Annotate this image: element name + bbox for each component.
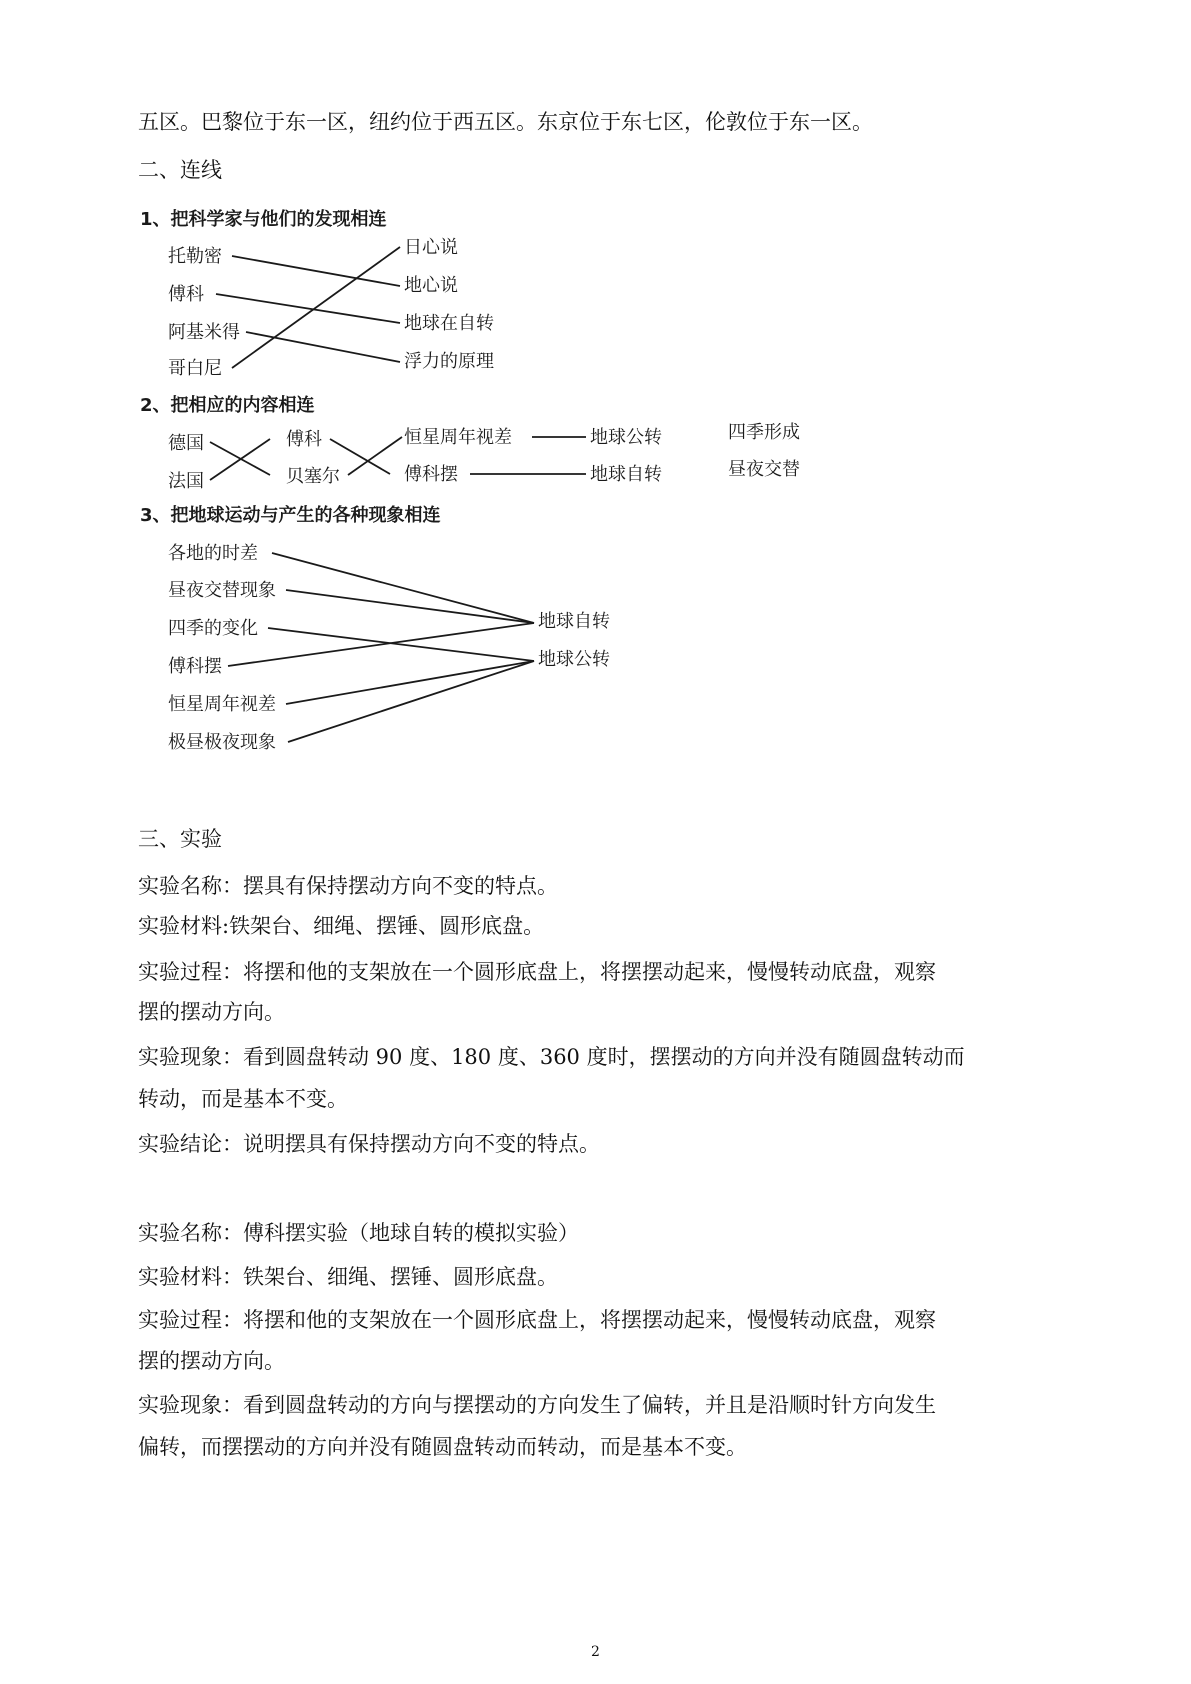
text-line-top: 五区。巴黎位于东一区，纽约位于西五区。东京位于东七区，伦敦位于东一区。 [138,110,873,134]
exp1-process: 实验过程：将摆和他的支架放在一个圆形底盘上，将摆摆动起来，慢慢转动底盘，观察 [138,960,936,984]
exp1-materials: 实验材料:铁架台、细绳、摆锤、圆形底盘。 [138,914,545,938]
q2-motion: 地球公转 [590,427,662,448]
q3-left-item: 极昼极夜现象 [168,732,276,753]
q3-connector [286,590,534,623]
q2-phenomenon: 四季形成 [728,422,800,443]
q3-left-item: 恒星周年视差 [168,694,276,715]
q2-heading: 2、把相应的内容相连 [140,395,315,416]
q1-connector [232,247,400,368]
q2-scientist: 傅科 [286,429,322,450]
q2-scientist: 贝塞尔 [286,466,340,487]
q1-connector [246,332,400,362]
q3-connector [272,553,534,623]
q1-left-item: 傅科 [168,284,204,305]
page-number: 2 [591,1644,600,1660]
q1-right-item: 地球在自转 [404,313,494,334]
exp2-name: 实验名称：傅科摆实验（地球自转的模拟实验） [138,1221,579,1245]
q3-right-item: 地球自转 [538,611,610,632]
section-heading-matching: 二、连线 [138,158,222,182]
exp2-process-cont: 摆的摆动方向。 [138,1349,285,1373]
q3-right-item: 地球公转 [538,649,610,670]
q2-evidence: 恒星周年视差 [404,427,512,448]
q1-right-item: 浮力的原理 [404,351,494,372]
q1-heading: 1、把科学家与他们的发现相连 [140,209,387,230]
exp2-process: 实验过程：将摆和他的支架放在一个圆形底盘上，将摆摆动起来，慢慢转动底盘，观察 [138,1308,936,1332]
q3-connector [286,661,534,704]
q1-left-item: 托勒密 [168,246,222,267]
q2-evidence: 傅科摆 [404,464,458,485]
exp1-phenomenon-cont: 转动，而是基本不变。 [138,1087,348,1111]
exp2-phenomenon: 实验现象：看到圆盘转动的方向与摆摆动的方向发生了偏转，并且是沿顺时针方向发生 [138,1393,936,1417]
q3-left-item: 昼夜交替现象 [168,580,276,601]
section-heading-experiment: 三、实验 [138,827,222,851]
q2-country: 德国 [168,433,204,454]
exp1-name: 实验名称：摆具有保持摆动方向不变的特点。 [138,874,558,898]
matching-exercise-figure [140,205,800,845]
exp2-materials: 实验材料：铁架台、细绳、摆锤、圆形底盘。 [138,1265,558,1289]
q3-left-item: 傅科摆 [168,656,222,677]
exp1-phenomenon: 实验现象：看到圆盘转动 90 度、180 度、360 度时，摆摆动的方向并没有随圆盘转动而 [138,1045,965,1069]
q3-connector [268,628,534,661]
q3-left-item: 各地的时差 [168,543,258,564]
q1-right-item: 地心说 [404,275,458,296]
exp2-phenomenon-cont: 偏转，而摆摆动的方向并没有随圆盘转动而转动，而是基本不变。 [138,1435,747,1459]
q3-connector [288,661,534,742]
q3-heading: 3、把地球运动与产生的各种现象相连 [140,505,441,526]
q2-country: 法国 [168,471,204,492]
q2-motion: 地球自转 [590,464,662,485]
exp1-conclusion: 实验结论：说明摆具有保持摆动方向不变的特点。 [138,1132,600,1156]
q1-connector [232,256,400,286]
q2-connector [348,437,402,475]
q1-connector [216,294,400,323]
q3-left-item: 四季的变化 [168,618,258,639]
q2-connector [210,439,270,480]
q2-phenomenon: 昼夜交替 [728,459,800,480]
q1-right-item: 日心说 [404,237,458,258]
exp1-process-cont: 摆的摆动方向。 [138,1000,285,1024]
q1-left-item: 哥白尼 [168,358,222,379]
q1-left-item: 阿基米得 [168,322,240,343]
